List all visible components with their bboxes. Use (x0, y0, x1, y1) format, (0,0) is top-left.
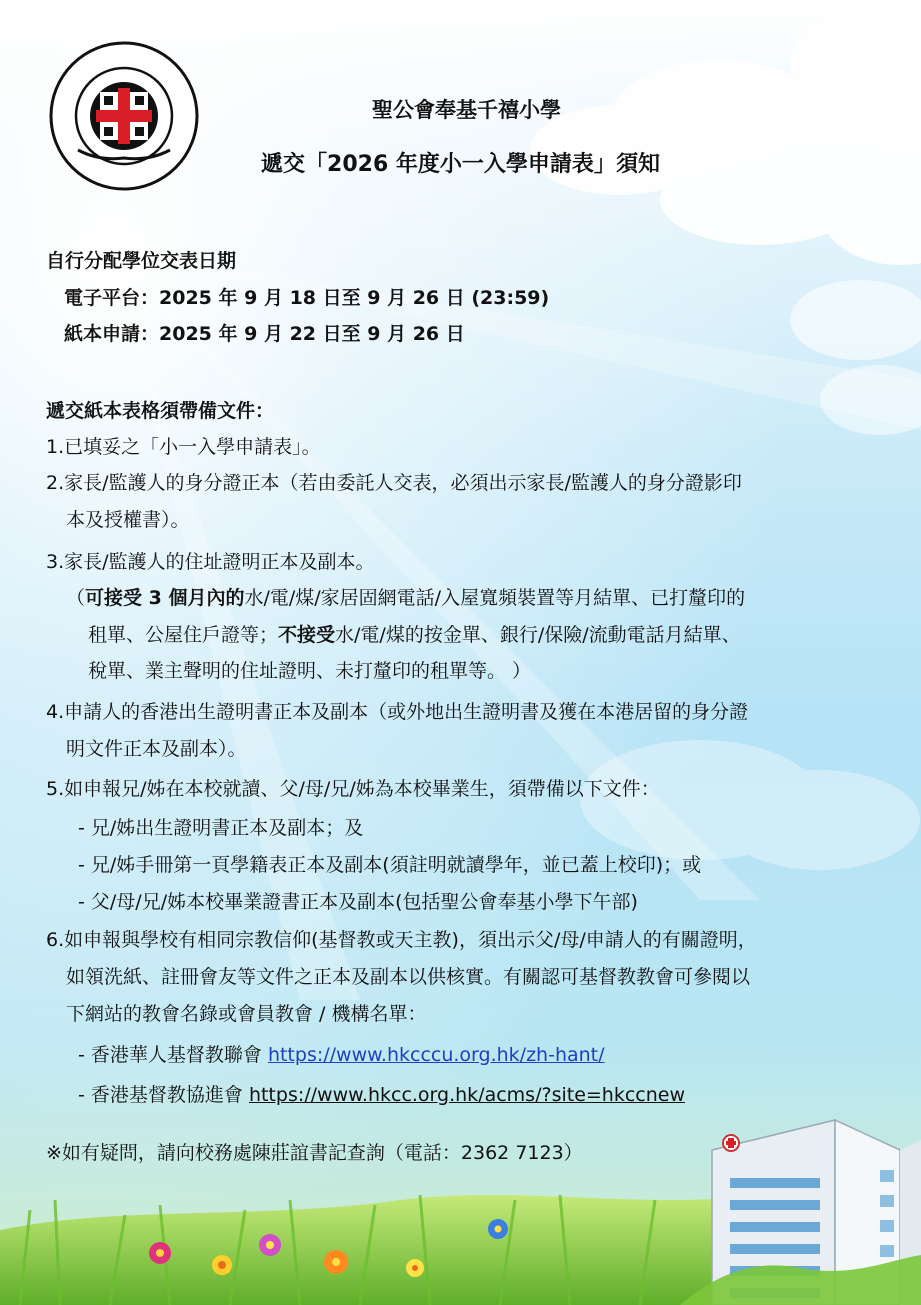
paper-label: 紙本申請： (64, 323, 160, 345)
doc-item-5-sub-3: - 父/母/兄/姊本校畢業證書正本及副本(包括聖公會奉基小學下午部) (78, 891, 638, 913)
online-value: 2025 年 9 月 18 日至 9 月 26 日 (23:59) (159, 287, 550, 309)
doc-item-3-detail-3: 稅單、業主聲明的住址證明、未打釐印的租單等。 ） (88, 660, 532, 682)
paper-date-line (64, 321, 465, 347)
doc-item-3-detail-2: 租單、公屋住戶證等；不接受水/電/煤的按金單、銀行/保險/流動電話月結單、 (88, 624, 741, 646)
doc-item-2-line-2: 本及授權書）。 (66, 509, 190, 531)
doc-item-4-line-1: 4.申請人的香港出生證明書正本及副本（或外地出生證明書及獲在本港居留的身分證 (46, 701, 749, 723)
not-accepted-emphasis: 不接受 (278, 624, 336, 646)
doc-item-3-detail-1: （可接受 3 個月內的水/電/煤/家居固網電話/入屋寬頻裝置等月結單、已打釐印的 (66, 587, 746, 609)
doc-item-5: 5.如申報兄/姊在本校就讀、父/母/兄/姊為本校畢業生，須帶備以下文件： (46, 778, 660, 800)
hkcc-link[interactable]: https://www.hkcc.org.hk/acms/?site=hkccnew (248, 1084, 686, 1106)
doc-item-3: 3.家長/監護人的住址證明正本及副本。 (46, 551, 375, 573)
hkcccu-link[interactable]: https://www.hkcccu.org.hk/zh-hant/ (267, 1044, 605, 1066)
enquiry-note: ※如有疑問，請向校務處陳莊誼書記查詢（電話：2362 7123） (46, 1142, 583, 1164)
doc-item-6-line-2: 如領洗紙、註冊會友等文件之正本及副本以供核實。有關認可基督教教會可參閱以 (66, 966, 751, 988)
doc-item-6-sub-1: - 香港華人基督教聯會 https://www.hkcccu.org.hk/zh-hant/ (78, 1044, 605, 1066)
online-label: 電子平台： (64, 287, 160, 309)
school-name: 聖公會奉基千禧小學 (372, 98, 561, 122)
doc-item-5-sub-1: - 兄/姊出生證明書正本及副本；及 (78, 817, 364, 839)
accepted-emphasis: 可接受 3 個月內的 (85, 587, 245, 609)
dates-heading: 自行分配學位交表日期 (46, 250, 237, 272)
online-date-line (64, 285, 549, 311)
doc-item-6-sub-2: - 香港基督教協進會 https://www.hkcc.org.hk/acms/?site=hkccnew (78, 1084, 686, 1106)
doc-item-5-sub-2: - 兄/姊手冊第一頁學籍表正本及副本(須註明就讀學年，並已蓋上校印)；或 (78, 854, 702, 876)
docs-heading: 遞交紙本表格須帶備文件： (46, 400, 275, 422)
doc-item-6-line-3: 下網站的教會名錄或會員教會 / 機構名單： (66, 1003, 427, 1025)
doc-item-1: 1.已填妥之「小一入學申請表」。 (46, 436, 321, 458)
page-title: 遞交「2026 年度小一入學申請表」須知 (261, 152, 660, 177)
doc-item-2-line-1: 2.家長/監護人的身分證正本（若由委託人交表，必須出示家長/監護人的身分證影印 (46, 472, 742, 494)
paper-value: 2025 年 9 月 22 日至 9 月 26 日 (159, 323, 465, 345)
doc-item-6-line-1: 6.如申報與學校有相同宗教信仰(基督教或天主教)，須出示父/母/申請人的有關證明， (46, 929, 757, 951)
doc-item-4-line-2: 明文件正本及副本）。 (66, 738, 247, 760)
